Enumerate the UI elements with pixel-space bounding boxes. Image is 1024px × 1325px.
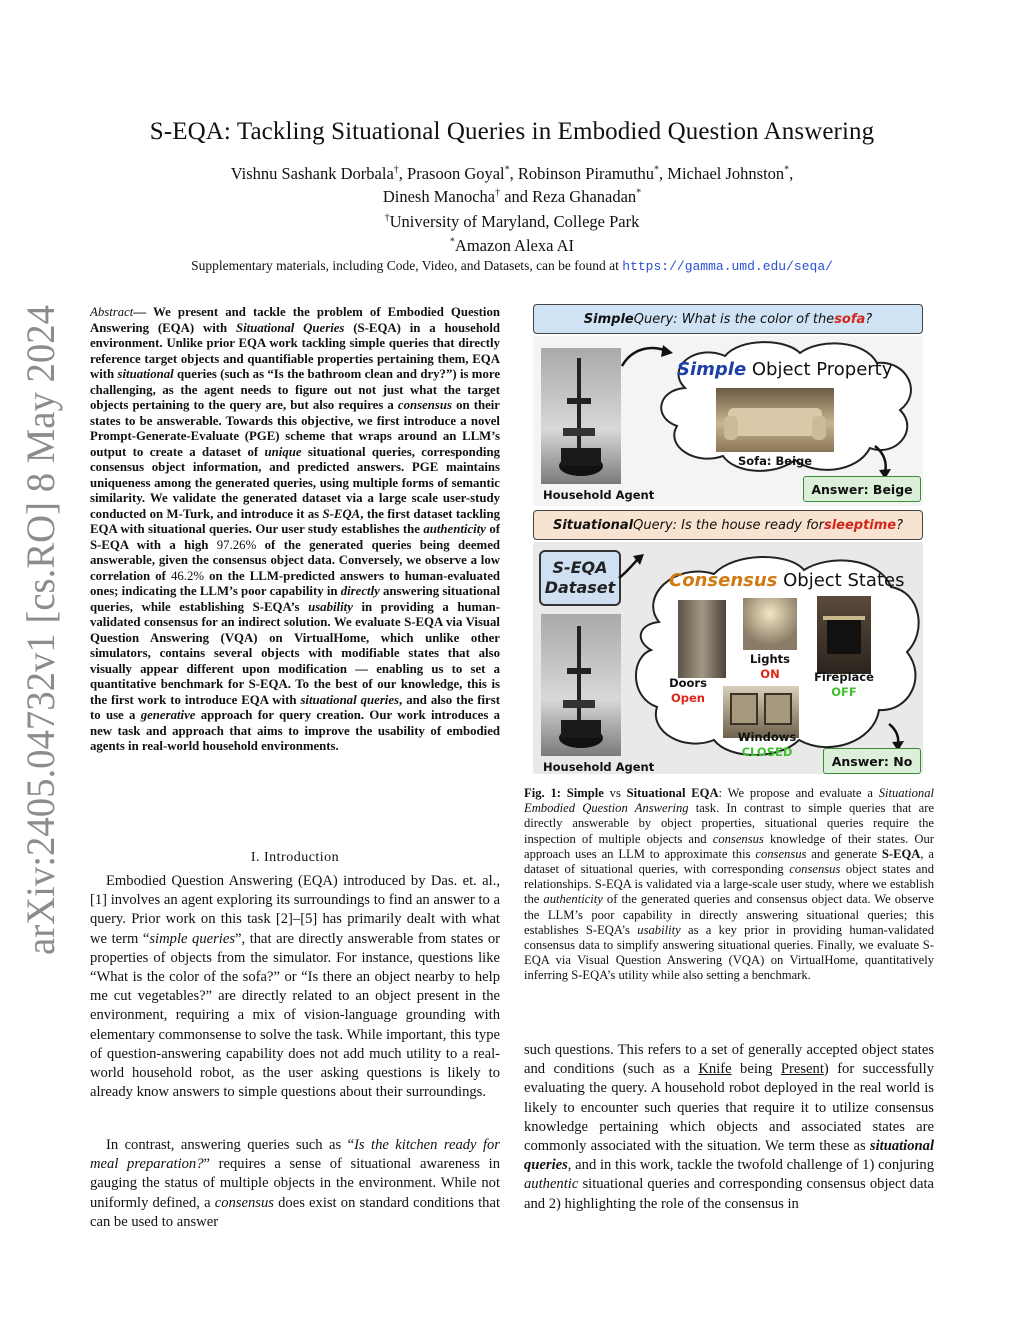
author: Reza Ghanadan [532, 187, 637, 206]
household-agent-label: Household Agent [543, 760, 655, 774]
affiliation-umd: †University of Maryland, College Park [384, 212, 640, 231]
author: Michael Johnston [667, 164, 785, 183]
simple-object-property-title: Simple Object Property [677, 359, 893, 380]
supplementary-note: Supplementary materials, including Code, Video, and Datasets, can be found at https://gamma.umd.edu/seqa/ [191, 258, 833, 274]
fireplace-photo [817, 596, 871, 674]
arxiv-id-text: arXiv:2405.04732v1 [cs.RO] 8 May 2024 [18, 300, 63, 955]
author: Robinson Piramuthu [517, 164, 655, 183]
robot-photo [541, 614, 621, 756]
doors-label: Doors Open [669, 676, 707, 705]
simple-query-bar: Simple Query: What is the color of the sofa ? [533, 304, 923, 334]
author: Dinesh Manocha [382, 187, 496, 206]
windows-label: Windows CLOSED [737, 730, 797, 759]
arrow-to-answer-icon [869, 444, 899, 480]
figure-1 [533, 302, 929, 776]
affiliation-amazon: *Amazon Alexa AI [449, 236, 575, 255]
arxiv-identifier [2, 300, 72, 960]
sofa-label: Sofa: Beige [737, 454, 813, 468]
author: Prasoon Goyal [407, 164, 505, 183]
supplementary-link[interactable]: https://gamma.umd.edu/seqa/ [622, 259, 833, 274]
consensus-object-states-title: Consensus Object States [669, 570, 905, 591]
intro-paragraph-1: Embodied Question Answering (EQA) introduced by Das. et. al., [1] involves an agent exploring its surroundings to find an answer to a query. Prior work on this task [2]–[5] has primarily dealt with what we term “simple queries”, that are directly answerable from states or properties of objects from the simulator. For instance, questions like “What is the color of the sofa?” or “Is there an object nearby to help me cut vegetables?” are directly related to an object present in the environment, requiring a mix of vision-language grounding with elementary commonsense to solve the task. While important, this type of question-answering capability does not add much utility to a real-world household robot, as the user asking questions is likely to already know answers to simple questions about their surroundings. [90, 873, 500, 1101]
figure-caption: Fig. 1: Simple vs Situational EQA: We propose and evaluate a Situational Embodied Question Answering task. In contrast to simple queries that are directly answerable by object properties, situational queries require the inspection of multiple objects and consensus knowledge of their states. Our approach uses an LLM to approximate this consensus and generate S-EQA, a dataset of situational queries, with corresponding consensus object states and relationships. S-EQA is validated via a large-scale user study, where we establish the authenticity of the generated queries and consensus object data. We observe the LLM’s poor capability in directly answering situational queries; this establishes S-EQA’s usability as a key prior in providing human-validated consensus data to simplify answering situational queries. Finally, we evaluate S-EQA via Visual Question Answering (VQA) on VirtualHome, quantitatively inferring S-EQA’s utility while also setting a benchmark. [524, 786, 935, 983]
right-column-paragraph: such questions. This refers to a set of generally accepted object states and conditions (such as a Knife being Present) for successfully evaluating the query. A household robot deployed in the real world is likely to encounter such queries that require it to utilize consensus knowledge pertaining which objects and associated states are commonly associated with the situation. We term these as situational queries, and in this work, tackle the twofold challenge of 1) conjuring authentic situational queries and corresponding consensus object data and 2) highlighting the role of the consensus in [524, 1042, 934, 1212]
situational-query-bar: Situational Query: Is the house ready for sleeptime ? [533, 510, 923, 540]
answer-beige: Answer: Beige [803, 476, 921, 502]
s-eqa-dataset-box: S-EQA Dataset [539, 550, 621, 606]
abstract: Abstract— We present and tackle the problem of Embodied Question Answering (EQA) with Situational Queries (S-EQA) in a household environment. Unlike prior EQA work tackling simple queries that directly reference target objects and quantifiable properties pertaining them, EQA with situational queries (such as “Is the bathroom clean and dry?”) is more challenging, as the agent needs to figure out not just what the target objects pertaining to the query are, but also requires a consensus on their states to be answerable. Towards this objective, we first introduce a novel Prompt-Generate-Evaluate (PGE) scheme that wraps around an LLM’s output to create a dataset of unique situational queries, corresponding consensus object information, and predicted answers. PGE maintains uniqueness among the generated queries, using multiple forms of semantic similarity. We validate the generated dataset via a large scale user-study conducted on M-Turk, and introduce it as S-EQA, the first dataset tackling EQA with situational queries. Our user study establishes the authenticity of S-EQA with a high 97.26% of the generated queries being deemed answerable, given the consensus object data. Conversely, we observe a low correlation of 46.2% on the LLM-predicted answers to human-evaluated ones; indicating the LLM’s poor capability in directly answering situational queries, while establishing S-EQA’s usability in providing a human-validated consensus for an indirect solution. We evaluate S-EQA via Visual Question Answering (VQA) on VirtualHome, which unlike other simulators, contains several objects with modifiable states that also visually appear different upon modification — enabling us to set a quantitative benchmark for S-EQA. To the best of our knowledge, this is the first work to introduce EQA with situational queries, and also the first to use a generative approach for query creation. Our work introduces a new task and approach that aims to improve the usability of embodied agents in real-world household environments. [90, 305, 501, 753]
household-agent-label: Household Agent [543, 488, 655, 502]
author: Vishnu Sashank Dorbala [230, 164, 394, 183]
sofa-photo [716, 388, 834, 452]
arrow-to-cloud-icon [617, 340, 677, 370]
fireplace-label: Fireplace OFF [814, 670, 874, 699]
answer-no: Answer: No [823, 748, 921, 774]
robot-photo [541, 348, 621, 484]
lights-photo [743, 598, 797, 650]
section-heading: I. Introduction [250, 850, 340, 865]
paper-title: S-EQA: Tackling Situational Queries in Embodied Question Answering [149, 118, 875, 145]
door-photo [678, 600, 726, 678]
author-list: Vishnu Sashank Dorbala†, Prasoon Goyal*, Robinson Piramuthu*, Michael Johnston*, Dinesh Manocha† and Reza Ghanadan* [230, 164, 794, 206]
intro-paragraph-2: In contrast, answering queries such as “Is the kitchen ready for meal preparation?” requires a sense of situational awareness in gauging the status of multiple objects in the environment. While not uniformly defined, a consensus does exist on standard conditions that can be used to answer [90, 1137, 500, 1230]
lights-label: Lights ON [749, 652, 791, 681]
